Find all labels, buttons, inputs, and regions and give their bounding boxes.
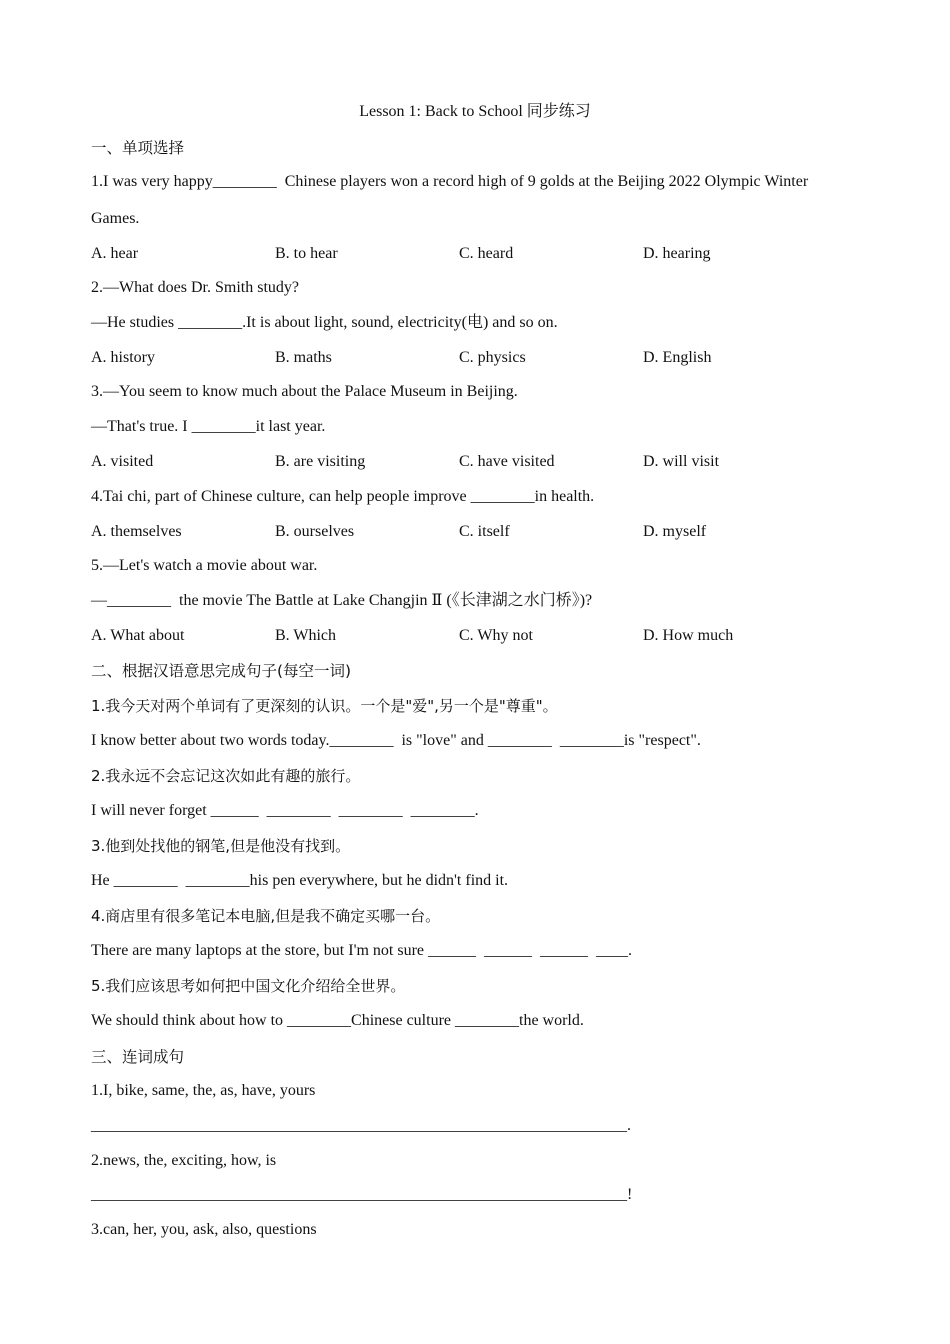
s3-item2-words: 2.news, the, exciting, how, is — [91, 1152, 277, 1169]
s2-item5-english: We should think about how to ________Chinese culture ________the world. — [91, 1012, 584, 1029]
q5-option-a: A. What about — [91, 627, 185, 644]
section3-heading: 三、连词成句 — [91, 1048, 185, 1066]
q4-option-c: C. itself — [459, 523, 510, 540]
q5-option-c: C. Why not — [459, 627, 533, 644]
q5-line2: —________ the movie The Battle at Lake Changjin Ⅱ (《长津湖之水门桥》)? — [91, 592, 593, 609]
s2-item3-chinese: 3.他到处找他的钢笔,但是他没有找到。 — [91, 837, 351, 855]
s3-item2-answer-line: ___________________________________________________________________! — [91, 1186, 633, 1203]
section1-heading: 一、单项选择 — [91, 139, 185, 157]
q3-line2: —That's true. I ________it last year. — [91, 418, 326, 435]
q1-option-d: D. hearing — [643, 245, 711, 262]
s2-item5-chinese: 5.我们应该思考如何把中国文化介绍给全世界。 — [91, 977, 406, 995]
s3-item1-words: 1.I, bike, same, the, as, have, yours — [91, 1082, 316, 1099]
q1-option-c: C. heard — [459, 245, 514, 262]
q1-line2: Games. — [91, 210, 140, 227]
s2-item2-english: I will never forget ______ ________ ________ ________. — [91, 802, 479, 819]
q3-line1: 3.—You seem to know much about the Palace Museum in Beijing. — [91, 383, 518, 400]
page-title: Lesson 1: Back to School 同步练习 — [359, 103, 591, 120]
q2-option-c: C. physics — [459, 349, 526, 366]
section2-heading: 二、根据汉语意思完成句子(每空一词) — [91, 662, 352, 680]
q2-option-d: D. English — [643, 349, 712, 366]
q4-option-b: B. ourselves — [275, 523, 355, 540]
q3-option-a: A. visited — [91, 453, 154, 470]
q3-option-b: B. are visiting — [275, 453, 366, 470]
q5-option-d: D. How much — [643, 627, 734, 644]
q2-line2: —He studies ________.It is about light, sound, electricity(电) and so on. — [91, 314, 558, 331]
q5-option-b: B. Which — [275, 627, 337, 644]
s2-item3-english: He ________ ________his pen everywhere, but he didn't find it. — [91, 872, 509, 889]
q4-option-a: A. themselves — [91, 523, 182, 540]
q3-option-d: D. will visit — [643, 453, 720, 470]
q2-option-b: B. maths — [275, 349, 332, 366]
q1-line1: 1.I was very happy________ Chinese players won a record high of 9 golds at the Beijing 2022 Olympic Winter — [91, 173, 809, 190]
q3-option-c: C. have visited — [459, 453, 555, 470]
s2-item2-chinese: 2.我永远不会忘记这次如此有趣的旅行。 — [91, 767, 361, 785]
s2-item1-english: I know better about two words today.________ is "love" and ________ ________is "respect". — [91, 732, 701, 749]
s3-item3-words: 3.can, her, you, ask, also, questions — [91, 1221, 317, 1238]
q4-option-d: D. myself — [643, 523, 707, 540]
q2-option-a: A. history — [91, 349, 155, 366]
q1-option-a: A. hear — [91, 245, 139, 262]
q5-line1: 5.—Let's watch a movie about war. — [91, 557, 318, 574]
s2-item4-english: There are many laptops at the store, but I'm not sure ______ ______ ______ ____. — [91, 942, 632, 959]
q1-option-b: B. to hear — [275, 245, 338, 262]
s2-item1-chinese: 1.我今天对两个单词有了更深刻的认识。一个是"爱",另一个是"尊重"。 — [91, 697, 558, 715]
s3-item1-answer-line: ___________________________________________________________________. — [91, 1117, 631, 1134]
q2-line1: 2.—What does Dr. Smith study? — [91, 279, 299, 296]
s2-item4-chinese: 4.商店里有很多笔记本电脑,但是我不确定买哪一台。 — [91, 907, 441, 925]
q4-line1: 4.Tai chi, part of Chinese culture, can help people improve ________in health. — [91, 488, 595, 505]
